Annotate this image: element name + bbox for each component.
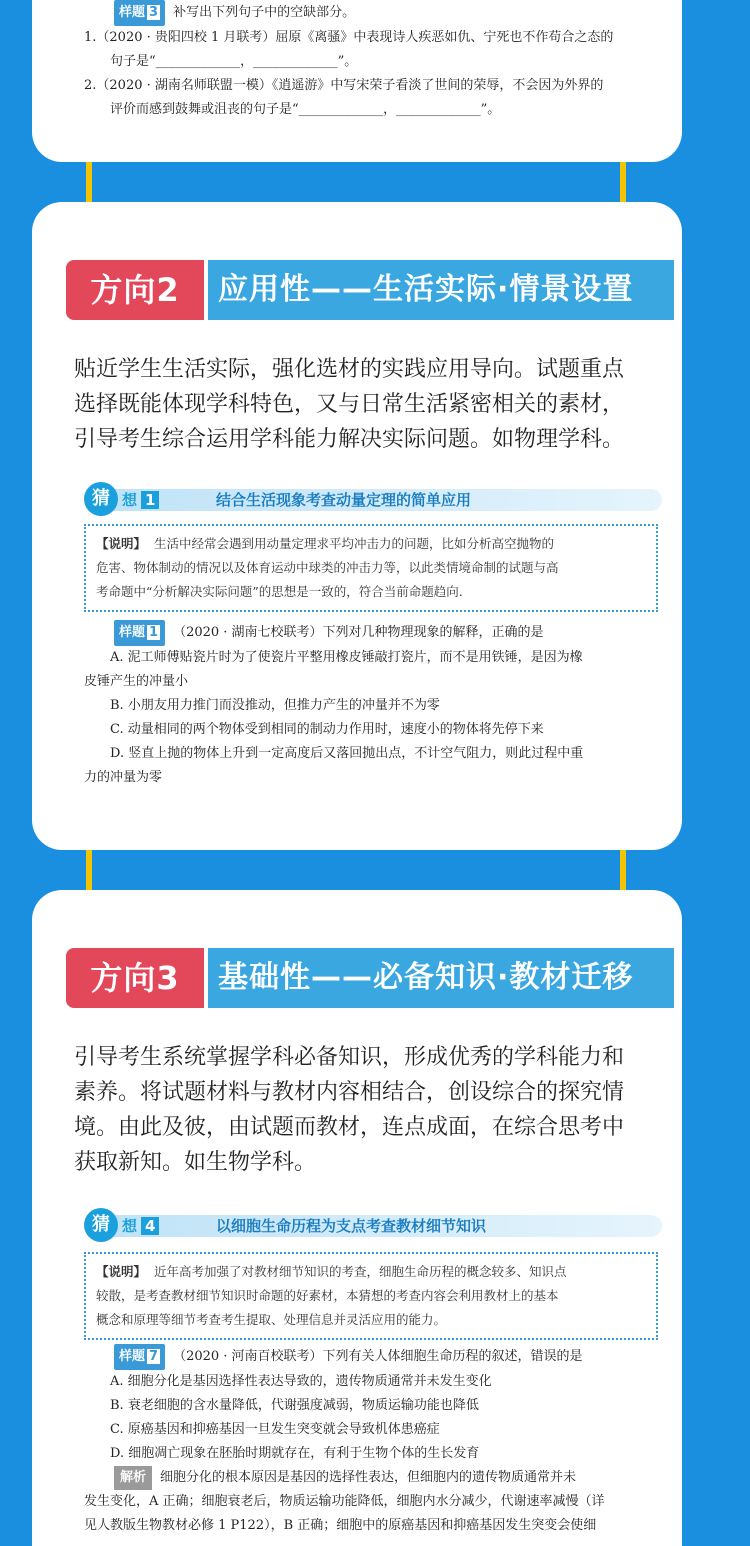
option-c: C. 动量相同的两个物体受到相同的制动力作用时，速度小的物体将先停下来 [110,722,544,737]
guess-header: 猜 想 4 以细胞生命历程为支点考查教材细节知识 [84,1208,662,1242]
connector-right-1 [620,160,626,206]
card-direction-2 [32,202,682,850]
direction-intro: 贴近学生生活实际，强化选材的实践应用导向。试题重点 选择既能体现学科特色，又与日常生活紧密相关的素材， 引导考生综合运用学科能力解决实际问题。如物理学科。 [74,357,625,452]
guess-icon: 猜 [84,482,118,516]
card-direction-3 [32,890,682,1546]
sample-question: 样题 7 （2020 · 河南百校联考）下列有关人体细胞生命历程的叙述，错误的是 A. 细胞分化是基因选择性表达导致的，遗传物质通常并未发生变化 B. 衰老细胞的含水量降低，代谢强度减弱，物质运输功能也降低 C. 原癌基因和抑癌基因一旦发生突变就会导致机体患癌症 D. 细胞凋亡现象在胚胎时期就存在，有利于生物个体的生长发育 解析 细胞分化的根本原因是基因的选择性表达，但细胞内的遗传物质通常并未 发生变化，A 正确；细胞衰老后，物质运输功能降低，细胞内水分减少，代谢速率减慢（详 见人教版生物教材必修 1 P122），B 正确；细胞中的原癌基因和抑癌基因发生突变会使细 [84,1344,664,1538]
sample-question: 样题 1 （2020 · 湖南七校联考）下列对几种物理现象的解释，正确的是 A. 泥工师傅贴瓷片时为了使瓷片平整用橡皮锤敲打瓷片，而不是用铁锤，是因为橡 皮锤产生的冲量小 B. 小朋友用力推门而没推动，但推力产生的冲量并不为零 C. 动量相同的两个物体受到相同的制动力作用时，速度小的物体将先停下来 D. 竖直上抛的物体上升到一定高度后又落回抛出点，不计空气阻力，则此过程中重 力的冲量为零 [84,620,664,790]
direction-title: 基础性——必备知识·教材迁移 [208,948,674,1008]
connector-left-1 [86,160,92,206]
question-2-line-2: 评价而感到鼓舞或沮丧的句子是“_____________，_____________”。 [110,102,501,117]
note-box: 【说明】 近年高考加强了对教材细节知识的考查，细胞生命历程的概念较多、知识点 较散，是考查教材细节知识时命题的好素材，本猜想的考查内容会利用教材上的基本 概念和原理等细节考查考生提取、处理信息并灵活应用的能力。 [84,1252,658,1340]
note-box: 【说明】 生活中经常会遇到用动量定理求平均冲击力的问题，比如分析高空抛物的 危害、物体制动的情况以及体育运动中球类的冲击力等，以此类情境命制的试题与高 考命题中“分析解决实际问题”的思想是一致的，符合当前命题趋向. [84,524,658,612]
analysis-tag: 解析 [114,1466,152,1490]
question-1-line-1: 1.（2020 · 贵阳四校 1 月联考）屈原《离骚》中表现诗人疾恶如仇、宁死也不作苟合之态的 [84,30,614,45]
question-stem: （2020 · 河南百校联考）下列有关人体细胞生命历程的叙述，错误的是 [173,1349,583,1364]
option-b: B. 衰老细胞的含水量降低，代谢强度减弱，物质运输功能也降低 [110,1398,479,1413]
option-b: B. 小朋友用力推门而没推动，但推力产生的冲量并不为零 [110,698,440,713]
connector-right-2 [620,848,626,894]
analysis-line-3: 见人教版生物教材必修 1 P122），B 正确；细胞中的原癌基因和抑癌基因发生突变会使细 [84,1518,597,1533]
guess-header: 猜 想 1 结合生活现象考查动量定理的简单应用 [84,482,662,516]
option-a: A. 泥工师傅贴瓷片时为了使瓷片平整用橡皮锤敲打瓷片，而不是用铁锤，是因为橡 [110,650,583,665]
direction-label: 方向2 [66,260,204,320]
guess-icon: 猜 [84,1208,118,1242]
guess-title: 以细胞生命历程为支点考查教材细节知识 [216,1217,487,1235]
connector-left-2 [86,848,92,894]
top-block [84,0,664,122]
question-2-line-1: 2.（2020 · 湖南名师联盟一模）《逍遥游》中写宋荣子看淡了世间的荣辱，不会因为外界的 [84,78,604,93]
direction-title: 应用性——生活实际·情景设置 [208,260,674,320]
option-c: C. 原癌基因和抑癌基因一旦发生突变就会导致机体患癌症 [110,1422,440,1437]
direction-intro: 引导考生系统掌握学科必备知识，形成优秀的学科能力和 素养。将试题材料与教材内容相结合，创设综合的探究情 境。由此及彼，由试题而教材，连点成面，在综合思考中 获取新知。如生物学科。 [74,1045,625,1175]
option-a: A. 细胞分化是基因选择性表达导致的，遗传物质通常并未发生变化 [110,1374,492,1389]
direction-banner [66,948,674,1008]
question-stem: （2020 · 湖南七校联考）下列对几种物理现象的解释，正确的是 [173,625,544,640]
direction-banner [66,260,674,320]
card-top [32,0,682,162]
analysis-line-2: 发生变化，A 正确；细胞衰老后，物质运输功能降低，细胞内水分减少，代谢速率减慢（详 [84,1494,605,1509]
direction-label: 方向3 [66,948,204,1008]
sample-tag: 样题 3 [114,0,165,26]
instruction: 补写出下列句子中的空缺部分。 [173,5,356,20]
option-d: D. 细胞凋亡现象在胚胎时期就存在，有利于生物个体的生长发育 [110,1446,480,1461]
option-d: D. 竖直上抛的物体上升到一定高度后又落回抛出点，不计空气阻力，则此过程中重 [110,746,584,761]
sample-tag: 样题 7 [114,1344,165,1370]
question-1-line-2: 句子是“_____________，_____________”。 [110,54,358,69]
guess-title: 结合生活现象考查动量定理的简单应用 [216,491,472,509]
sample-tag: 样题 1 [114,620,165,646]
